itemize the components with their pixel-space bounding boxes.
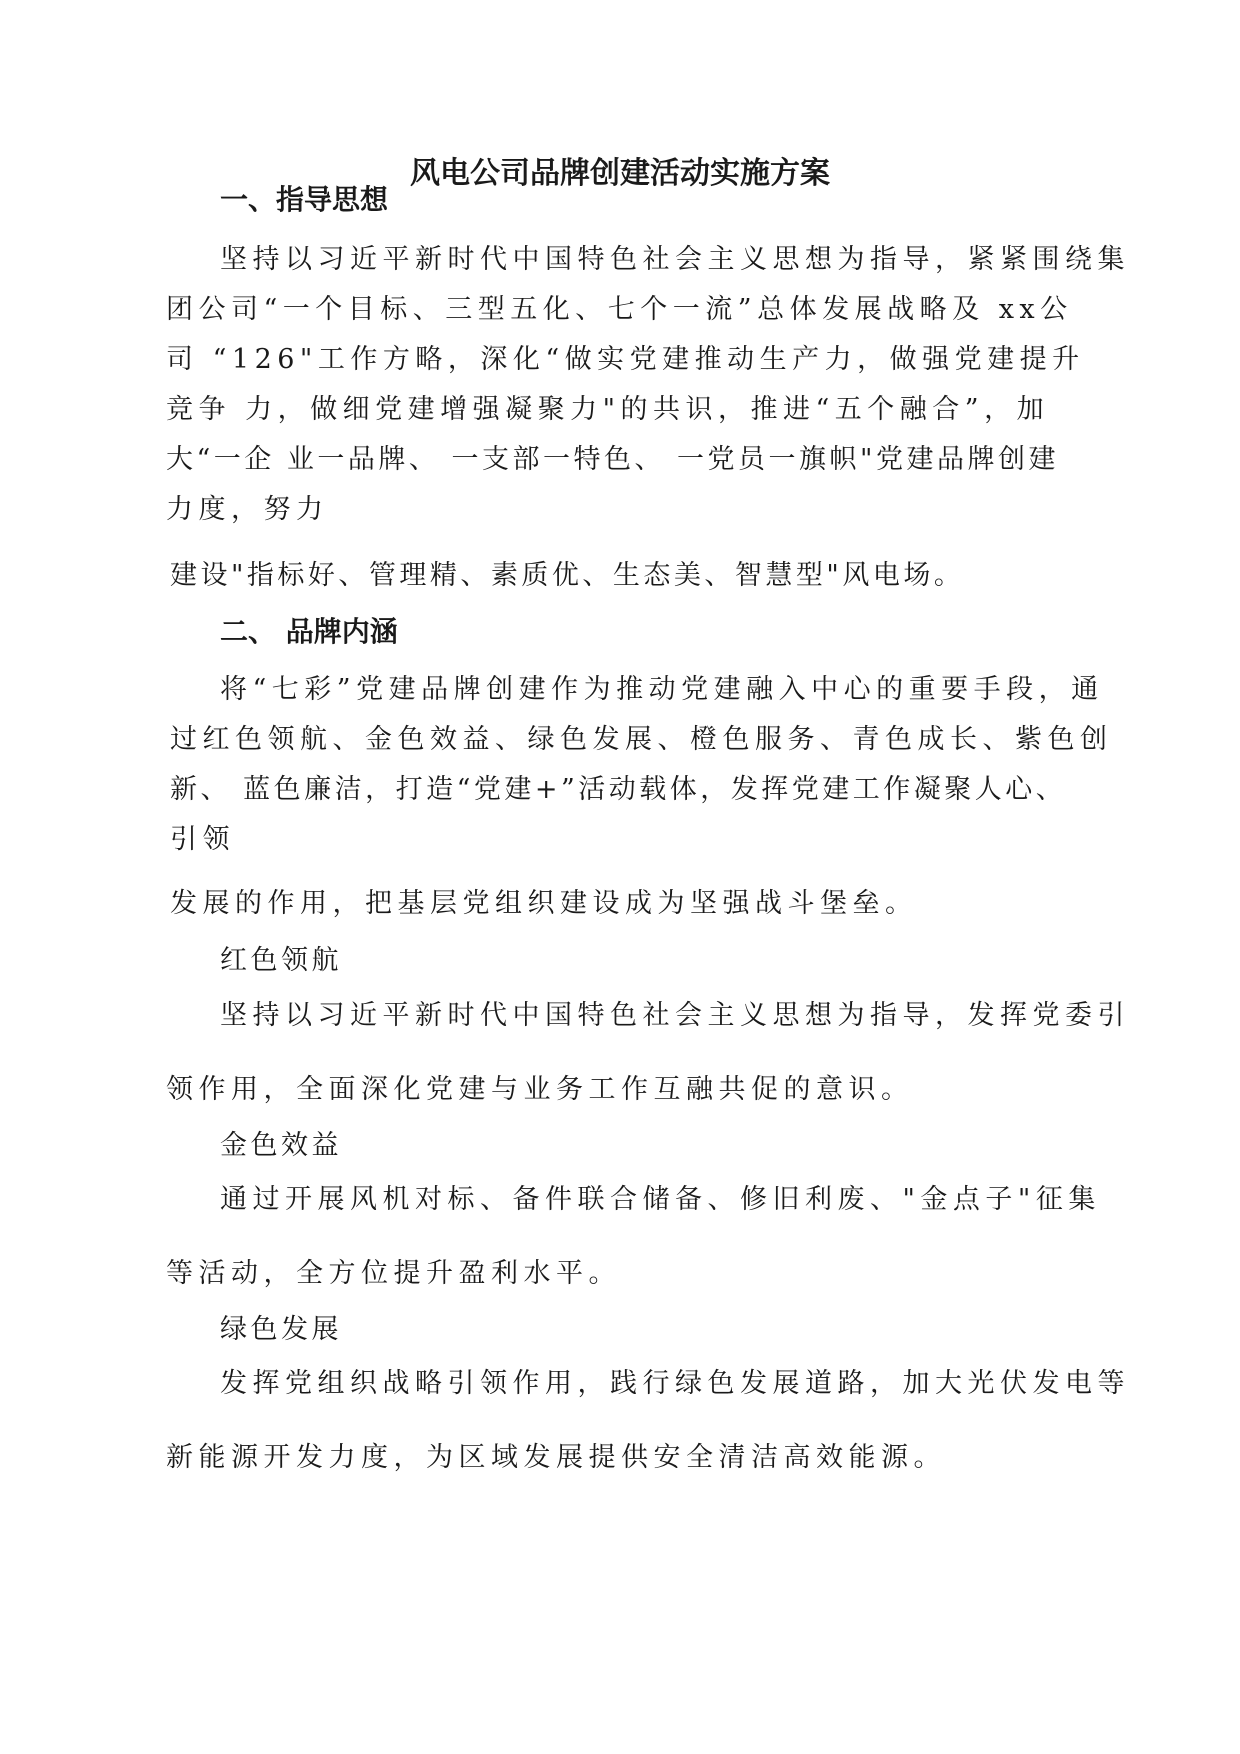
paragraph-line: 新能源开发力度，为区域发展提供安全清洁高效能源。 (166, 1442, 946, 1473)
paragraph-line: 坚持以习近平新时代中国特色社会主义思想为指导，发挥党委引 (220, 1000, 1130, 1031)
item-heading-red-leadership: 红色领航 (220, 945, 342, 976)
paragraph-line: 力度，努力 (166, 494, 329, 525)
item-heading-green-development: 绿色发展 (220, 1314, 342, 1345)
paragraph-line: 通过开展风机对标、备件联合储备、修旧利废、"金点子"征集 (220, 1184, 1101, 1215)
paragraph-line: 等活动，全方位提升盈利水平。 (166, 1258, 621, 1289)
paragraph-line: 引领 (170, 824, 235, 855)
paragraph-line: 司 “126"工作方略，深化“做实党建推动生产力，做强党建提升 (166, 344, 1085, 375)
section-heading-guiding-ideology: 一、指导思想 (220, 183, 389, 216)
paragraph-line: 建设"指标好、管理精、素质优、生态美、智慧型"风电场。 (170, 560, 965, 591)
paragraph-line: 发挥党组织战略引领作用，践行绿色发展道路，加大光伏发电等 (220, 1368, 1130, 1399)
paragraph-line: 发展的作用，把基层党组织建设成为坚强战斗堡垒。 (170, 888, 918, 919)
paragraph-line: 新、 蓝色廉洁，打造“党建+”活动载体，发挥党建工作凝聚人心、 (170, 774, 1067, 805)
paragraph-line: 将“七彩”党建品牌创建作为推动党建融入中心的重要手段，通 (220, 674, 1104, 705)
paragraph-line: 大“一企 业一品牌、 一支部一特色、 一党员一旗帜"党建品牌创建 (166, 444, 1059, 475)
paragraph-line: 坚持以习近平新时代中国特色社会主义思想为指导，紧紧围绕集 (220, 244, 1130, 275)
document-title: 风电公司品牌创建活动实施方案 (410, 156, 830, 191)
paragraph-line: 领作用，全面深化党建与业务工作互融共促的意识。 (166, 1074, 914, 1105)
section-heading-brand-connotation: 二、 品牌内涵 (220, 615, 398, 648)
paragraph-line: 竞争 力，做细党建增强凝聚力"的共识，推进“五个融合”，加 (166, 394, 1050, 425)
item-heading-golden-benefit: 金色效益 (220, 1130, 342, 1161)
paragraph-line: 团公司“一个目标、三型五化、七个一流”总体发展战略及 xx公 (166, 294, 1073, 325)
paragraph-line: 过红色领航、金色效益、绿色发展、橙色服务、青色成长、紫色创 (170, 724, 1113, 755)
